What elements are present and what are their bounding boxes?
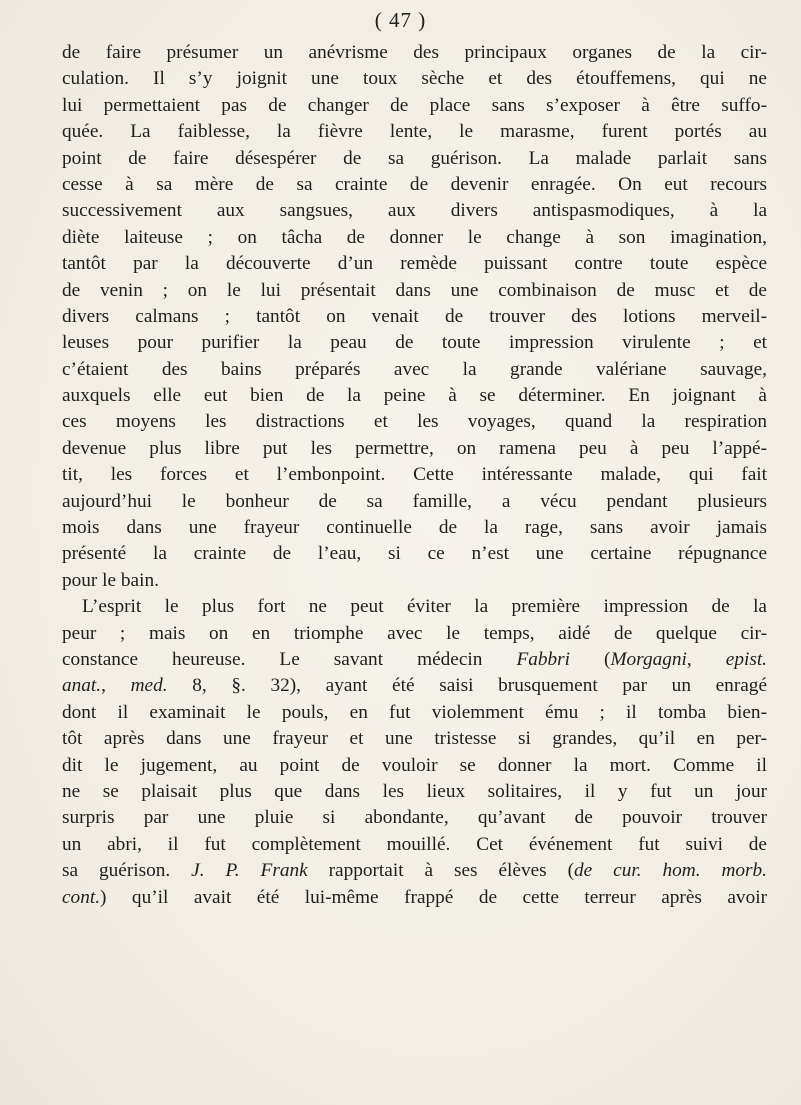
text-span: tantôt par la découverte d’un remède puissant contre toute espèce	[62, 253, 767, 275]
text-line	[62, 66, 767, 92]
text-line	[62, 436, 767, 462]
text-line	[62, 462, 767, 488]
text-span: cesse à sa mère de sa crainte de devenir enragée. On eut recours	[62, 173, 767, 195]
text-span: surpris par une pluie si abondante, qu’avant de pouvoir trouver	[62, 807, 767, 829]
text-span: dit le jugement, au point de vouloir se donner la mort. Comme il	[62, 754, 767, 776]
text-span: (	[570, 648, 611, 670]
text-span: tit, les forces et l’embonpoint. Cette intéressante malade, qui fait	[62, 464, 767, 486]
text-line	[62, 673, 767, 699]
text-line	[62, 489, 767, 515]
text-line	[62, 858, 767, 884]
text-span: ces moyens les distractions et les voyages, quand la respiration	[62, 411, 767, 433]
text-line	[62, 225, 767, 251]
text-line	[62, 568, 767, 594]
text-line	[62, 357, 767, 383]
text-line	[62, 805, 767, 831]
text-span: diète laiteuse ; on tâcha de donner le change à son imagination,	[62, 226, 767, 248]
text-line	[62, 647, 767, 673]
text-span: ,	[686, 648, 726, 670]
text-line	[62, 146, 767, 172]
italic-text: de cur. hom. morb.	[574, 860, 767, 882]
text-line	[62, 409, 767, 435]
text-line	[62, 330, 767, 356]
text-line	[62, 594, 767, 620]
text-span: de faire présumer un anévrisme des principaux organes de la cir-	[62, 42, 767, 63]
text-span: leuses pour purifier la peau de toute impression virulente ; et	[62, 332, 767, 354]
text-line	[62, 726, 767, 752]
text-line	[62, 40, 767, 66]
text-line	[62, 779, 767, 805]
text-line	[62, 198, 767, 224]
text-line	[62, 93, 767, 119]
text-line	[62, 119, 767, 145]
text-span: 8, §. 32), ayant été saisi brusquement par un enragé	[167, 675, 767, 697]
text-line	[62, 251, 767, 277]
text-line	[62, 832, 767, 858]
text-span: présenté la crainte de l’eau, si ce n’est une certaine répugnance	[62, 543, 767, 565]
text-span: quée. La faiblesse, la fièvre lente, le marasme, furent portés au	[62, 121, 767, 143]
text-line	[62, 172, 767, 198]
text-span: constance heureuse. Le savant médecin	[62, 648, 517, 670]
text-span: auxquels elle eut bien de la peine à se déterminer. En joignant à	[62, 385, 767, 407]
italic-text: Morgagni	[610, 648, 687, 670]
text-line	[62, 383, 767, 409]
text-span: dont il examinait le pouls, en fut violemment ému ; il tomba bien-	[62, 701, 767, 723]
text-span: ne se plaisait plus que dans les lieux solitaires, il y fut un jour	[62, 780, 767, 802]
text-line	[62, 515, 767, 541]
text-span: peur ; mais on en triomphe avec le temps, aidé de quelque cir-	[62, 622, 767, 644]
text-span: tôt après dans une frayeur et une tristesse si grandes, qu’il en per-	[62, 728, 767, 750]
italic-text: Fabbri	[516, 648, 571, 670]
text-span: lui permettaient pas de changer de place sans s’exposer à être suffo-	[62, 94, 767, 116]
text-span: mois dans une frayeur continuelle de la rage, sans avoir jamais	[62, 517, 767, 539]
italic-text: J. P. Frank	[191, 860, 308, 882]
text-span: rapportait à ses élèves (	[307, 860, 575, 882]
text-line	[62, 700, 767, 726]
page-number: ( 47 )	[374, 8, 427, 32]
text-span: de venin ; on le lui présentait dans une combinaison de musc et de	[62, 279, 767, 301]
text-span: L’esprit le plus fort ne peut éviter la première impression de la	[82, 596, 767, 618]
text-line	[62, 621, 767, 647]
text-span: aujourd’hui le bonheur de sa famille, a vécu pendant plusieurs	[62, 490, 767, 512]
italic-text: anat.	[62, 675, 102, 697]
text-line	[62, 304, 767, 330]
text-line	[62, 753, 767, 779]
text-span: point de faire désespérer de sa guérison. La malade parlait sans	[62, 147, 767, 169]
text-span: successivement aux sangsues, aux divers antispasmodiques, à la	[62, 200, 767, 222]
text-span: pour le bain.	[62, 569, 159, 591]
text-line	[62, 278, 767, 304]
text-span: sa guérison.	[62, 860, 192, 882]
text-span: ) qu’il avait été lui-même frappé de cette terreur après avoir	[100, 886, 767, 908]
text-span: c’étaient des bains préparés avec la grande valériane sauvage,	[62, 358, 767, 380]
italic-text: epist.	[725, 648, 767, 670]
italic-text: cont.	[62, 886, 101, 908]
italic-text: med.	[130, 675, 168, 697]
body-text	[62, 40, 767, 911]
text-span: culation. Il s’y joignit une toux sèche et des étouffemens, qui ne	[62, 68, 767, 90]
text-span: un abri, il fut complètement mouillé. Cet événement fut suivi de	[62, 833, 767, 855]
text-span: ,	[101, 675, 131, 697]
text-line	[62, 541, 767, 567]
text-span: devenue plus libre put les permettre, on ramena peu à peu l’appé-	[62, 437, 767, 459]
text-line	[62, 885, 767, 911]
text-span: divers calmans ; tantôt on venait de trouver des lotions merveil-	[62, 305, 767, 327]
